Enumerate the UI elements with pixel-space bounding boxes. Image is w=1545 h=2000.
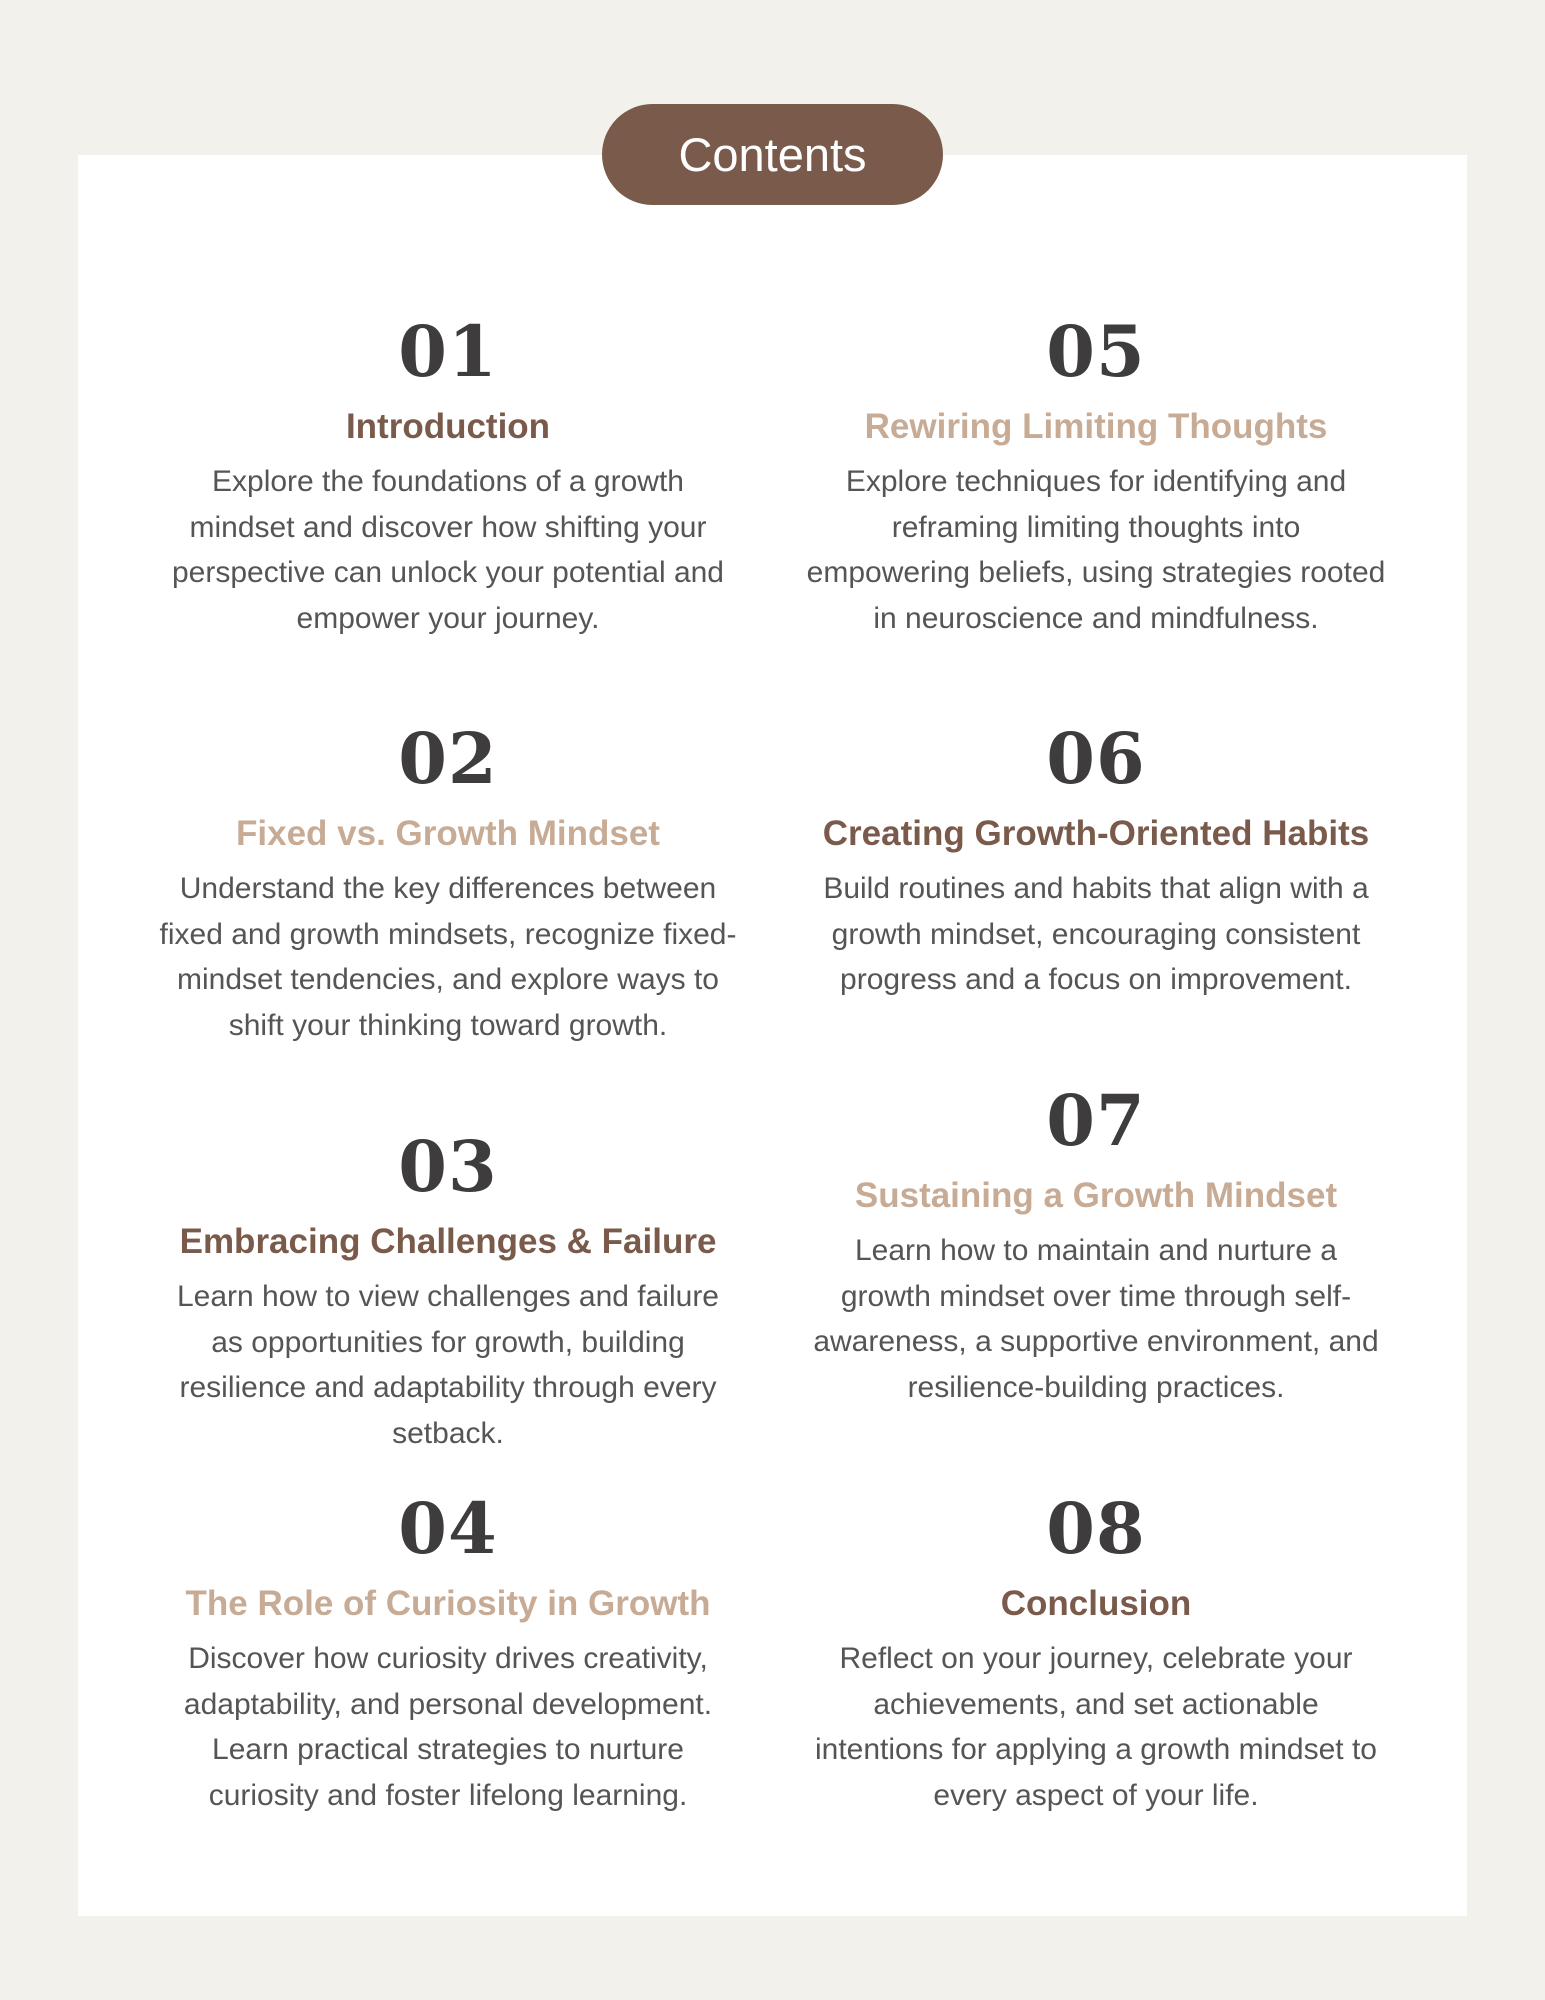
entry-description: Explore the foundations of a growth mindset and discover how shifting your perspective can unlock your potential and empower your journey. — [171, 465, 724, 635]
entry-number: 02 — [398, 717, 498, 800]
entry-title[interactable]: Creating Growth-Oriented Habits — [822, 814, 1370, 853]
entry-description: Reflect on your journey, celebrate your achievements, and set actionable intentions for applying a growth mindset to every aspect of your life. — [815, 1642, 1377, 1812]
entry-number: 01 — [398, 310, 498, 393]
entry-title[interactable]: Rewiring Limiting Thoughts — [864, 407, 1328, 446]
contents-header-pill: Contents — [602, 104, 943, 205]
entry-number: 03 — [398, 1125, 498, 1208]
entry-title[interactable]: Sustaining a Growth Mindset — [854, 1176, 1338, 1215]
toc-entry-07[interactable] — [776, 1079, 1416, 1410]
entry-description: Build routines and habits that align with a growth mindset, encouraging consistent progress and a focus on improvement. — [823, 872, 1369, 996]
entry-description: Learn how to view challenges and failure as opportunities for growth, building resilience and adaptability through every setback. — [176, 1280, 719, 1450]
entry-description: Discover how curiosity drives creativity, adaptability, and personal development. Learn practical strategies to nurture curiosity and foster lifelong learning. — [183, 1642, 713, 1812]
entry-title[interactable]: Fixed vs. Growth Mindset — [236, 814, 660, 853]
entry-title[interactable]: Embracing Challenges & Failure — [179, 1222, 717, 1261]
entry-description: Explore techniques for identifying and reframing limiting thoughts into empowering beliefs, using strategies rooted in neuroscience and mindfulness. — [806, 465, 1386, 635]
toc-entry-06[interactable] — [776, 717, 1416, 1003]
entry-description: Learn how to maintain and nurture a growth mindset over time through self-awareness, a supportive environment, and resilience-building practices. — [813, 1234, 1379, 1404]
entry-number: 05 — [1046, 310, 1146, 393]
toc-entry-03[interactable] — [128, 1125, 768, 1456]
toc-entry-04[interactable] — [128, 1487, 768, 1818]
toc-entry-01[interactable] — [128, 310, 768, 641]
toc-entry-02[interactable] — [128, 717, 768, 1048]
toc-entry-05[interactable] — [776, 310, 1416, 641]
entry-number: 08 — [1046, 1487, 1146, 1570]
toc-entry-08[interactable] — [776, 1487, 1416, 1818]
entry-title[interactable]: Introduction — [345, 407, 551, 446]
entry-description: Understand the key differences between fixed and growth mindsets, recognize fixed-mindset tendencies, and explore ways to shift your thinking toward growth. — [159, 872, 737, 1042]
entry-number: 07 — [1046, 1079, 1146, 1162]
entry-title[interactable]: The Role of Curiosity in Growth — [185, 1584, 711, 1623]
entry-title[interactable]: Conclusion — [1000, 1584, 1192, 1623]
entry-number: 06 — [1046, 717, 1146, 800]
entry-number: 04 — [398, 1487, 498, 1570]
